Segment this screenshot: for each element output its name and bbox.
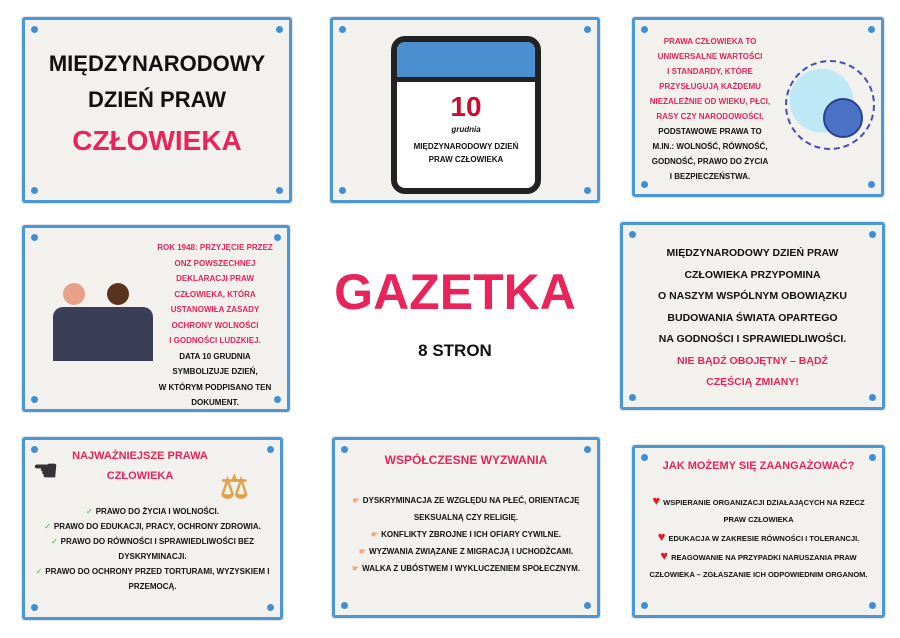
- key-rights-title-1: NAJWAŻNIEJSZE PRAWA: [72, 450, 208, 462]
- calendar-caption-2: PRAW CZŁOWIEKA: [428, 155, 504, 164]
- calendar-day: 10: [450, 91, 482, 122]
- calendar-month: grudnia: [451, 125, 481, 134]
- key-right-item: ✓ PRAWO DO EDUKACJI, PRACY, OCHRONY ZDROWIA.: [31, 519, 274, 534]
- scales-fist-icon: ⚖: [220, 469, 249, 505]
- history-red-0: ROK 1948: PRZYJĘCIE PRZEZ: [157, 243, 273, 252]
- history-black-0: DATA 10 GRUDNIA: [179, 351, 251, 361]
- card-challenges: [332, 437, 600, 618]
- main-title: GAZETKA: [334, 264, 576, 320]
- message-black-4: NA GODNOŚCI I SPRAWIEDLIWOŚCI.: [658, 333, 847, 345]
- subtitle: 8 STRON: [418, 341, 492, 360]
- check-icon: ✓: [86, 507, 93, 516]
- card-get-involved: [632, 445, 885, 618]
- message-black-1: CZŁOWIEKA PRZYPOMINA: [684, 268, 821, 281]
- pointing-hand-icon: ☛: [358, 547, 367, 556]
- card-key-rights: [22, 437, 283, 620]
- definition-red-1: UNIWERSALNE WARTOŚCI: [657, 52, 763, 61]
- check-icon: ✓: [35, 567, 43, 576]
- challenge-item: ☛ WYZWANIA ZWIĄZANE Z MIGRACJĄ I UCHODŹCAMI.: [345, 543, 587, 560]
- key-rights-title-2: CZŁOWIEKA: [106, 470, 174, 482]
- card-title: [22, 17, 292, 203]
- key-right-item: ✓ PRAWO DO OCHRONY PRZED TORTURAMI, WYZYSKIEM I PRZEMOCĄ.: [31, 564, 274, 594]
- definition-black-3: I BEZPIECZEŃSTWA.: [669, 172, 751, 181]
- card-message: [620, 222, 885, 410]
- title-line-3a: CZŁO: [72, 125, 149, 156]
- history-black-3: DOKUMENT.: [191, 398, 239, 407]
- pointing-hand-icon: ☛: [352, 496, 360, 505]
- definition-red-3: PRZYSŁUGUJĄ KAŻDEMU: [659, 82, 761, 91]
- heart-icon: ♥: [660, 548, 669, 563]
- history-black-1: SYMBOLIZUJE DZIEŃ,: [172, 367, 258, 376]
- calendar-icon: [391, 36, 541, 194]
- heart-icon: ♥: [652, 493, 661, 508]
- message-red-0: NIE BĄDŹ OBOJĘTNY – BĄDŹ: [677, 354, 828, 367]
- history-red-5: OCHRONY WOLNOŚCI: [171, 320, 259, 330]
- history-red-6: I GODNOŚCI LUDZKIEJ.: [169, 336, 261, 345]
- challenge-item: ☛ DYSKRYMINACJA ZE WZGLĘDU NA PŁEĆ, ORIENTACJĘ SEKSUALNĄ CZY RELIGIĘ.: [345, 492, 587, 526]
- pointing-hand-icon: ☛: [351, 564, 360, 573]
- definition-red-0: PRAWA CZŁOWIEKA TO: [663, 37, 757, 46]
- heart-icon: ♥: [657, 529, 666, 544]
- card-calendar: [330, 17, 600, 203]
- definition-red-2: I STANDARDY, KTÓRE: [667, 67, 753, 76]
- message-black-3: BUDOWANIA ŚWIATA OPARTEGO: [667, 311, 838, 324]
- definition-red-5: RASY CZY NARODOWOŚCI.: [656, 112, 764, 121]
- involvement-item: ♥ WSPIERANIE ORGANIZACJI DZIAŁAJĄCYCH NA RZECZ PRAW CZŁOWIEKA: [652, 493, 865, 524]
- history-red-4: USTANOWIŁA ZASADY: [170, 305, 260, 314]
- title-line-3b: WIEKA: [148, 125, 242, 156]
- message-black-2: O NASZYM WSPÓLNYM OBOWIĄZKU: [658, 290, 847, 302]
- message-red-1: CZĘŚCIĄ ZMIANY!: [706, 376, 799, 388]
- check-icon: ✓: [50, 537, 58, 546]
- involvement-item: ♥ EDUKACJA W ZAKRESIE RÓWNOŚCI I TOLERANCJI.: [657, 529, 860, 544]
- involvement-item: ♥ REAGOWANIE NA PRZYPADKI NARUSZANIA PRAW CZŁOWIEKA – ZGŁASZANIE ICH ODPOWIEDNIM ORGANOM.: [649, 548, 868, 579]
- definition-red-4: NIEZALEŻNIE OD WIEKU, PŁCI,: [649, 97, 771, 106]
- title-line-2: DZIEŃ PRAW: [87, 87, 227, 112]
- challenge-item: ☛ WALKA Z UBÓSTWEM I WYKLUCZENIEM SPOŁECZNYM.: [345, 560, 587, 577]
- human-rights-illustration-icon: [785, 60, 875, 150]
- get-involved-title: JAK MOŻEMY SIĘ ZAANGAŻOWAĆ?: [662, 460, 855, 472]
- key-right-item: ✓ PRAWO DO ŻYCIA I WOLNOŚCI.: [31, 504, 274, 519]
- definition-black-2: GODNOŚĆ, PRAWO DO ŻYCIA: [651, 157, 769, 166]
- definition-black-1: M.IN.: WOLNOŚĆ, RÓWNOŚĆ,: [652, 142, 768, 151]
- title-line-1: MIĘDZYNARODOWY: [48, 51, 266, 76]
- pointing-hand-icon: ☛: [370, 530, 379, 539]
- history-black-2: W KTÓRYM PODPISANO TEN: [158, 382, 272, 392]
- history-red-1: ONZ POWSZECHNEJ: [174, 258, 256, 268]
- challenges-title: WSPÓŁCZESNE WYZWANIA: [384, 453, 548, 467]
- calendar-caption-1: MIĘDZYNARODOWY DZIEŃ: [413, 142, 519, 151]
- card-definition: [632, 17, 884, 197]
- card-history: [22, 225, 290, 412]
- definition-black-0: PODSTAWOWE PRAWA TO: [658, 127, 762, 136]
- check-icon: ✓: [44, 522, 51, 531]
- message-black-0: MIĘDZYNARODOWY DZIEŃ PRAW: [666, 247, 839, 259]
- history-red-3: CZŁOWIEKA, KTÓRA: [174, 289, 256, 299]
- challenge-item: ☛ KONFLIKTY ZBROJNE I ICH OFIARY CYWILNE.: [345, 526, 587, 543]
- pointing-hand-icon: ☚: [33, 455, 59, 486]
- history-red-2: DEKLARACJI PRAW: [176, 274, 254, 283]
- key-right-item: ✓ PRAWO DO RÓWNOŚCI I SPRAWIEDLIWOŚCI BEZ DYSKRYMINACJI.: [31, 534, 274, 564]
